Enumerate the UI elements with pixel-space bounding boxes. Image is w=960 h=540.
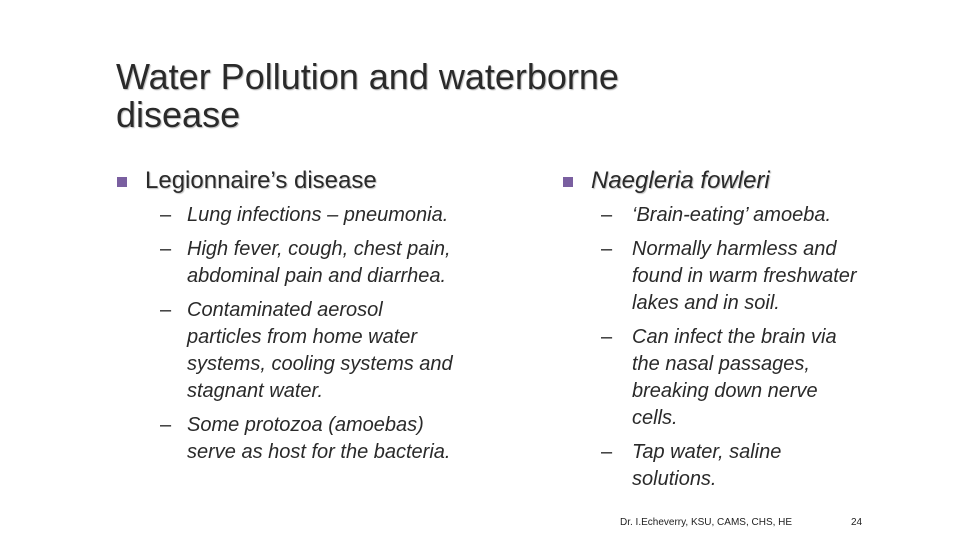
left-subpoint-text: Lung infections – pneumonia. — [187, 204, 449, 226]
left-column — [116, 166, 536, 473]
right-subpoint — [562, 324, 857, 432]
right-column — [562, 166, 942, 500]
right-subpoints — [562, 202, 942, 493]
dash-icon: – — [601, 441, 613, 463]
left-heading-row — [116, 166, 536, 198]
square-bullet-icon — [117, 177, 127, 187]
page-number: 24 — [851, 517, 863, 528]
right-subpoint-text: Tap water, saline solutions. — [632, 441, 782, 490]
right-subpoint-text: Normally harmless and found in warm freshwater lakes and in soil. — [632, 238, 857, 314]
dash-icon: – — [601, 204, 613, 226]
left-subpoint — [116, 202, 457, 229]
dash-icon: – — [601, 326, 613, 348]
right-subpoint — [562, 202, 872, 229]
left-subpoint-text: Contaminated aerosol particles from home water systems, cooling systems and stagnant water. — [187, 299, 453, 402]
left-subpoint — [116, 412, 457, 466]
left-subpoint-text: High fever, cough, chest pain, abdominal pain and diarrhea. — [187, 238, 451, 287]
right-heading: Naegleria fowleri — [591, 167, 770, 194]
dash-icon: – — [160, 204, 172, 226]
dash-icon: – — [160, 414, 172, 436]
footer-author: Dr. I.Echeverry, KSU, CAMS, CHS, HE — [620, 517, 793, 528]
left-heading: Legionnaire’s disease — [145, 167, 377, 194]
left-subpoints — [116, 202, 536, 466]
left-subpoint — [116, 297, 457, 405]
left-subpoint — [116, 236, 457, 290]
right-subpoint-text: Can infect the brain via the nasal passages, breaking down nerve cells. — [632, 326, 837, 429]
slide-title-line-1: Water Pollution and waterborne — [116, 56, 619, 97]
dash-icon: – — [160, 299, 172, 321]
right-subpoint — [562, 236, 872, 317]
dash-icon: – — [160, 238, 172, 260]
dash-icon: – — [601, 238, 613, 260]
slide-title — [116, 58, 836, 134]
right-heading-row — [562, 166, 942, 198]
left-subpoint-text: Some protozoa (amoebas) serve as host for the bacteria. — [187, 414, 451, 463]
right-subpoint-text: ‘Brain-eating’ amoeba. — [632, 204, 832, 226]
square-bullet-icon — [563, 177, 573, 187]
right-subpoint — [562, 439, 832, 493]
slide-title-line-2: disease — [116, 94, 241, 135]
